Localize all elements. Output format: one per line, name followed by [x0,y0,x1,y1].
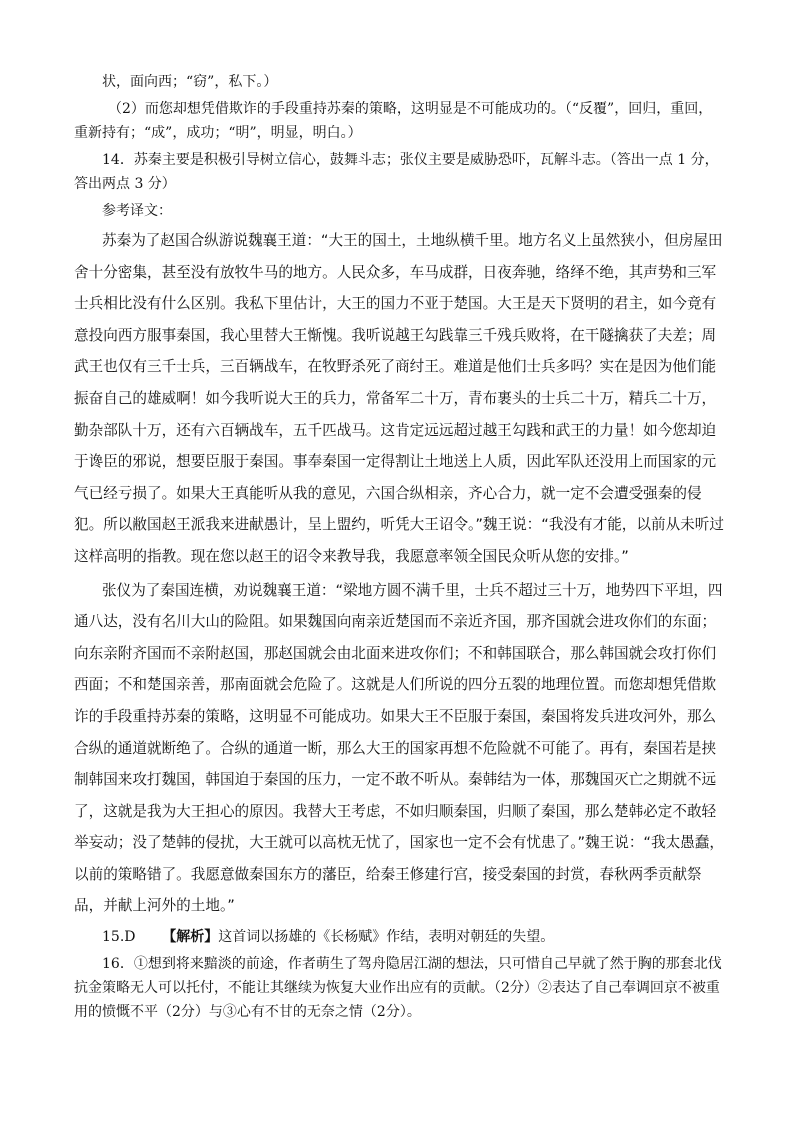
q16-answer: 16．①想到将来黯淡的前途，作者萌生了驾舟隐居江湖的想法，只可惜自己早就了然于胸的那套北伐抗金策略无人可以托付，不能让其继续为恢复大业作出应有的贡献。（2分）②表达了自己奉调回京不被重用的愤慨不平（2分）与③心有不甘的无奈之情（2分）。 [74,956,722,1021]
q15-analysis-text: 这首词以扬雄的《长杨赋》作结，表明对朝廷的失望。 [218,929,555,946]
translation-paragraph-zhangyi: 张仪为了秦国连横，劝说魏襄王道：“梁地方圆不满千里，士兵不超过三十万，地势四下平坦，四通八达，没有名川大山的险阻。如果魏国向南亲近楚国而不亲近齐国，那齐国就会进攻你们的东面；向东亲附齐国而不亲附赵国，那赵国就会由北面来进攻你们；不和韩国联合，那么韩国就会攻打你们西面；不和楚国亲善，那南面就会危险了。这就是人们所说的四分五裂的地理位置。而您却想凭借欺诈的手段重持苏秦的策略，这明显不可能成功。如果大王不臣服于秦国，秦国将发兵进攻河外，那么合纵的通道就断绝了。合纵的通道一断，那么大王的国家再想不危险就不可能了。再有，秦国若是挟制韩国来攻打魏国，韩国迫于秦国的压力，一定不敢不听从。秦韩结为一体，那魏国灭亡之期就不远了，这就是我为大王担心的原因。我替大王考虑，不如归顺秦国，归顺了秦国，那么楚韩必定不敢轻举妄动；没了楚韩的侵扰，大王就可以高枕无忧了，国家也一定不会有忧患了。”魏王说：“我太愚蠢，以前的策略错了。我愿意做秦国东方的藩臣，给秦王修建行宫，接受秦国的封赏，春秋两季贡献祭品，并献上河外的土地。” [74,581,724,915]
q15-number: 15.D [102,929,136,946]
q13-1-tail: 状，面向西；“窃”，私下。） [102,74,278,90]
q15-answer [74,925,724,949]
q14-answer: 14．苏秦主要是积极引导树立信心，鼓舞斗志；张仪主要是威胁恐吓，瓦解斗志。（答出一点 1 分，答出两点 3 分） [74,152,719,192]
q13-2-answer: （2）而您却想凭借欺诈的手段重持苏秦的策略，这明显是不可能成功的。（“反覆”，回归，重回，重新持有；“成”，成功；“明”，明显，明白。） [74,101,713,141]
q15-analysis-tag: 【解析】 [162,929,219,946]
reference-translation-heading: 参考译文： [102,203,172,219]
translation-paragraph-suqin: 苏秦为了赵国合纵游说魏襄王道：“大王的国土，土地纵横千里。地方名义上虽然狭小，但房屋田舍十分密集，甚至没有放牧牛马的地方。人民众多，车马成群，日夜奔驰，络绎不绝，其声势和三军士兵相比没有什么区别。我私下里估计，大王的国力不亚于楚国。大王是天下贤明的君主，如今竟有意投向西方服事秦国，我心里替大王惭愧。我听说越王勾践靠三千残兵败将，在干隧擒获了夫差；周武王也仅有三千士兵，三百辆战车，在牧野杀死了商纣王。难道是他们士兵多吗？实在是因为他们能振奋自己的雄威啊！如今我听说大王的兵力，常备军二十万，青布裹头的士兵二十万，精兵二十万，勤杂部队十万，还有六百辆战车，五千匹战马。这肯定远远超过越王勾践和武王的力量！如今您却迫于谗臣的邪说，想要臣服于秦国。事奉秦国一定得割让土地送上人质，因此军队还没用上而国家的元气已经亏损了。如果大王真能听从我的意见，六国合纵相亲，齐心合力，就一定不会遭受强秦的侵犯。所以敝国赵王派我来进献愚计，呈上盟约，听凭大王诏令。”魏王说：“我没有才能，以前从未听过这样高明的指教。现在您以赵王的诏令来教导我，我愿意率领全国民众听从您的安排。” [74,232,724,565]
answer-page [74,70,724,1024]
